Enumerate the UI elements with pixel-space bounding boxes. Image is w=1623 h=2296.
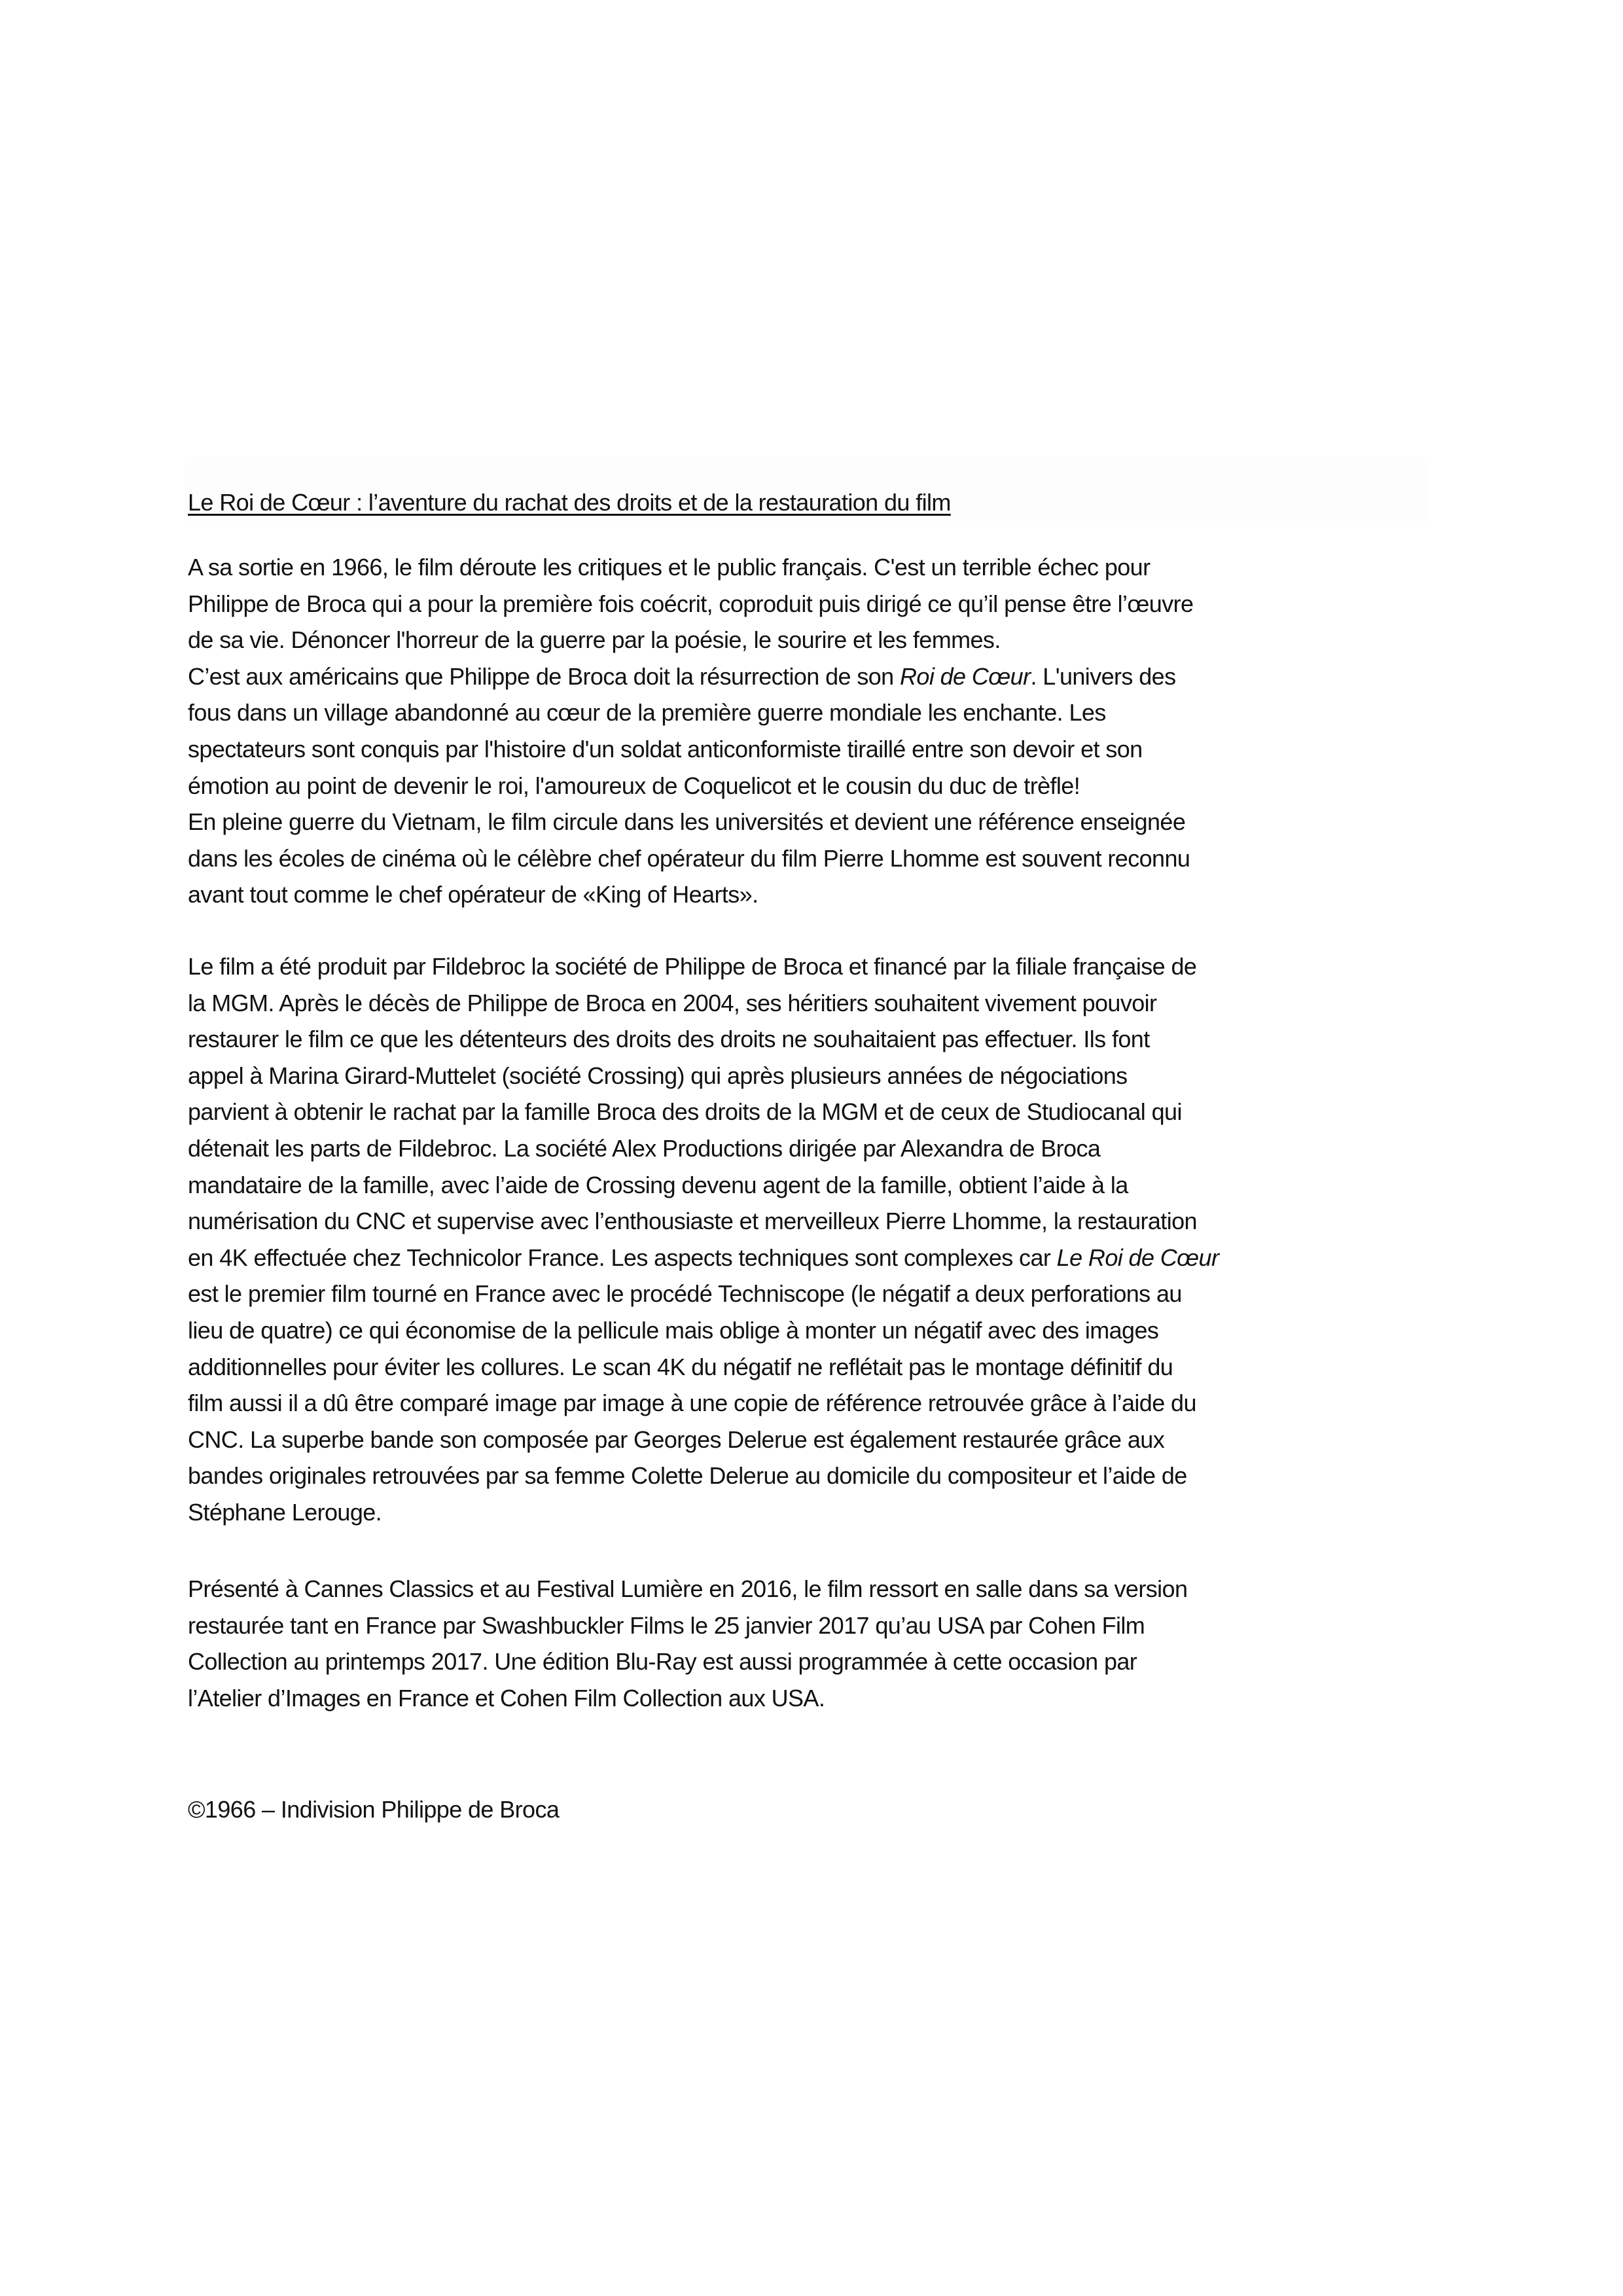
document-title: Le Roi de Cœur : l’aventure du rachat des droits et de la restauration du film: [188, 489, 951, 516]
text-line: parvient à obtenir le rachat par la famille Broca des droits de la MGM et de ceux de Studiocanal qui: [188, 1098, 1182, 1126]
text-line: A sa sortie en 1966, le film déroute les critiques et le public français. C'est un terrible échec pour: [188, 554, 1150, 581]
text-line: de sa vie. Dénoncer l'horreur de la guerre par la poésie, le sourire et les femmes.: [188, 626, 1001, 654]
text-line: l’Atelier d’Images en France et Cohen Film Collection aux USA.: [188, 1684, 825, 1712]
text-line: Présenté à Cannes Classics et au Festival Lumière en 2016, le film ressort en salle dans sa version: [188, 1575, 1188, 1602]
text-line: Le film a été produit par Fildebroc la société de Philippe de Broca et financé par la filiale française de: [188, 953, 1197, 980]
text-segment: C’est aux américains que Philippe de Broca doit la résurrection de son: [188, 662, 901, 690]
text-line: avant tout comme le chef opérateur de «King of Hearts».: [188, 881, 758, 908]
text-line: film aussi il a dû être comparé image par image à une copie de référence retrouvée grâce à l’aide du: [188, 1390, 1196, 1417]
text-line: numérisation du CNC et supervise avec l’enthousiaste et merveilleux Pierre Lhomme, la restauration: [188, 1208, 1197, 1235]
text-line: En pleine guerre du Vietnam, le film circule dans les universités et devient une référence enseignée: [188, 808, 1186, 836]
text-line: fous dans un village abandonné au cœur de la première guerre mondiale les enchante. Les: [188, 699, 1106, 726]
text-line: appel à Marina Girard-Muttelet (société Crossing) qui après plusieurs années de négociations: [188, 1062, 1128, 1089]
text-line: dans les écoles de cinéma où le célèbre chef opérateur du film Pierre Lhomme est souvent reconnu: [188, 844, 1190, 872]
text-line: restaurer le film ce que les détenteurs des droits des droits ne souhaitaient pas effectuer. Ils font: [188, 1026, 1150, 1053]
text-line: spectateurs sont conquis par l'histoire d'un soldat anticonformiste tiraillé entre son devoir et son: [188, 736, 1143, 762]
text-line: [188, 662, 1175, 691]
text-line: Stéphane Lerouge.: [188, 1499, 382, 1526]
text-segment: . L'univers des: [1030, 662, 1176, 690]
copyright-line: ©1966 – Indivision Philippe de Broca: [188, 1796, 560, 1823]
film-title-italic: Le Roi de Cœur: [1056, 1244, 1219, 1271]
text-line: restaurée tant en France par Swashbuckler Films le 25 janvier 2017 qu’au USA par Cohen Film: [188, 1611, 1145, 1639]
text-line: Philippe de Broca qui a pour la première fois coécrit, coproduit puis dirigé ce qu’il pense être l’œuvre: [188, 590, 1194, 617]
text-line: émotion au point de devenir le roi, l'amoureux de Coquelicot et le cousin du duc de trèfle!: [188, 772, 1080, 799]
text-line: Collection au printemps 2017. Une édition Blu-Ray est aussi programmée à cette occasion par: [188, 1648, 1137, 1676]
text-line: bandes originales retrouvées par sa femme Colette Delerue au domicile du compositeur et l’aide de: [188, 1462, 1187, 1490]
text-line: CNC. La superbe bande son composée par Georges Delerue est également restaurée grâce aux: [188, 1426, 1165, 1453]
text-segment: en 4K effectuée chez Technicolor France. Les aspects techniques sont complexes car: [188, 1244, 1057, 1271]
text-line: la MGM. Après le décès de Philippe de Broca en 2004, ses héritiers souhaitent vivement pouvoir: [188, 989, 1157, 1016]
text-line: mandataire de la famille, avec l’aide de Crossing devenu agent de la famille, obtient l’aide à la: [188, 1171, 1128, 1198]
text-line: détenait les parts de Fildebroc. La société Alex Productions dirigée par Alexandra de Broca: [188, 1135, 1101, 1162]
text-line: [188, 1244, 1219, 1272]
text-line: additionnelles pour éviter les collures. Le scan 4K du négatif ne reflétait pas le montage définitif du: [188, 1353, 1173, 1380]
text-line: est le premier film tourné en France avec le procédé Techniscope (le négatif a deux perforations au: [188, 1280, 1182, 1308]
film-title-italic: Roi de Cœur: [900, 662, 1031, 690]
text-line: lieu de quatre) ce qui économise de la pellicule mais oblige à monter un négatif avec des images: [188, 1317, 1159, 1344]
